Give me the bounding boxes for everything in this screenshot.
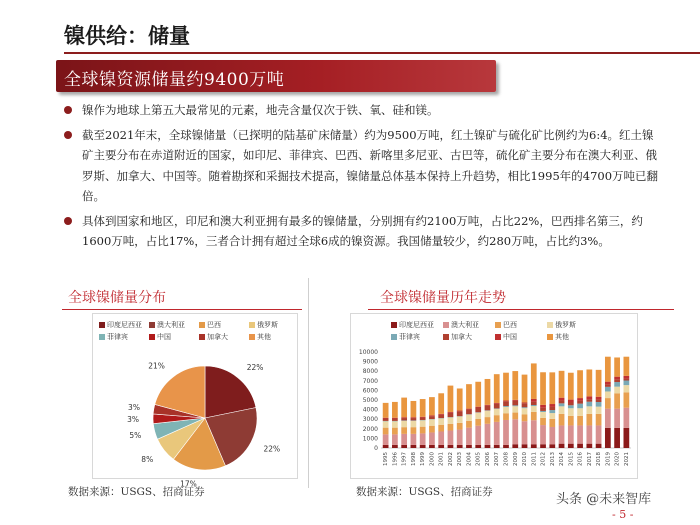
- bar-segment: [448, 413, 454, 417]
- bar-segment: [512, 371, 518, 400]
- bar-segment: [392, 445, 398, 448]
- bar-segment: [466, 421, 472, 428]
- x-tick-label: 2007: [494, 452, 501, 466]
- bar-segment: [383, 445, 389, 448]
- bar-segment: [466, 415, 472, 421]
- x-tick-label: 1995: [383, 452, 390, 466]
- bar-segment: [586, 402, 592, 407]
- bar-segment: [392, 421, 398, 427]
- legend-label: 澳大利亚: [451, 321, 479, 329]
- bar-segment: [503, 413, 509, 420]
- bar-segment: [512, 444, 518, 448]
- x-tick-label: 2004: [466, 452, 473, 466]
- bar-segment: [568, 400, 574, 403]
- y-tick-label: 0: [374, 445, 378, 452]
- bar-segment: [512, 405, 518, 406]
- bar-data-source: 数据来源：USGS、招商证券: [356, 486, 493, 498]
- bullet-dot-icon: [64, 106, 72, 114]
- legend-label: 澳大利亚: [157, 321, 185, 329]
- bar-segment: [438, 393, 444, 414]
- bar-segment: [411, 401, 417, 417]
- bar-segment: [411, 421, 417, 427]
- bar-segment: [429, 415, 435, 416]
- bar-segment: [531, 399, 537, 402]
- bar-segment: [401, 417, 407, 418]
- bar-segment: [401, 445, 407, 448]
- bar-segment: [503, 445, 509, 448]
- bar-segment: [429, 416, 435, 419]
- bar-segment: [475, 407, 481, 408]
- bar-segment: [420, 445, 426, 448]
- bar-segment: [540, 425, 546, 444]
- bar-segment: [577, 425, 583, 443]
- bullet-dot-icon: [64, 217, 72, 225]
- pie-chart: [93, 314, 297, 489]
- bar-segment: [392, 434, 398, 445]
- x-tick-label: 2008: [503, 452, 510, 466]
- x-tick-label: 1999: [420, 452, 427, 466]
- bar-segment: [438, 445, 444, 448]
- bar-segment: [512, 401, 518, 406]
- bar-segment: [586, 425, 592, 443]
- x-tick-label: 2011: [531, 452, 538, 466]
- bar-segment: [605, 384, 611, 386]
- bar-segment: [503, 401, 509, 402]
- x-tick-label: 2020: [614, 452, 621, 466]
- bar-segment: [411, 434, 417, 445]
- x-tick-label: 2003: [457, 452, 464, 466]
- pie-slice-label: 8%: [141, 454, 154, 464]
- x-tick-label: 2013: [549, 452, 556, 466]
- x-tick-label: 1998: [410, 452, 417, 466]
- bar-segment: [540, 412, 546, 418]
- bar-segment: [401, 421, 407, 427]
- bar-segment: [485, 379, 491, 405]
- bar-segment: [596, 414, 602, 426]
- section-banner: [56, 60, 496, 92]
- y-tick-label: 10000: [358, 349, 378, 356]
- bar-segment: [568, 405, 574, 408]
- bar-segment: [420, 433, 426, 445]
- bar-segment: [577, 444, 583, 448]
- bar-segment: [586, 406, 592, 414]
- x-tick-label: 1996: [392, 452, 399, 466]
- bar-segment: [383, 434, 389, 445]
- pie-slice-label: 5%: [129, 431, 142, 441]
- x-tick-label: 2001: [438, 452, 445, 466]
- bullet-list: [62, 100, 662, 256]
- legend-label: 菲律宾: [107, 333, 128, 341]
- legend-label: 其他: [257, 333, 271, 341]
- bar-segment: [568, 416, 574, 426]
- pie-slice-label: 3%: [128, 402, 140, 412]
- bar-segment: [485, 406, 491, 411]
- bar-segment: [614, 377, 620, 380]
- bar-segment: [605, 398, 611, 409]
- legend-label: 其他: [555, 333, 569, 341]
- legend-label: 俄罗斯: [555, 321, 576, 329]
- legend-label: 俄罗斯: [257, 321, 278, 329]
- bar-segment: [392, 402, 398, 418]
- bar-segment: [559, 444, 565, 448]
- bar-segment: [549, 372, 555, 404]
- pie-slice-label: 3%: [127, 415, 140, 425]
- bar-segment: [549, 413, 555, 419]
- bar-segment: [392, 428, 398, 435]
- bar-segment: [503, 401, 509, 406]
- bar-segment: [624, 376, 630, 379]
- bar-segment: [540, 408, 546, 411]
- bar-segment: [549, 419, 555, 427]
- bar-segment: [605, 409, 611, 428]
- bar-segment: [420, 417, 426, 418]
- bar-segment: [596, 444, 602, 448]
- bar-segment: [586, 369, 592, 396]
- bar-segment: [614, 357, 620, 376]
- bar-segment: [549, 407, 555, 410]
- pie-slice-label: 17%: [180, 479, 197, 489]
- bar-segment: [466, 409, 472, 414]
- bar-segment: [559, 406, 565, 414]
- bar-segment: [540, 372, 546, 405]
- bar-segment: [568, 408, 574, 416]
- bar-segment: [624, 392, 630, 407]
- bar-segment: [475, 382, 481, 407]
- x-tick-label: 2021: [623, 452, 630, 466]
- bar-segment: [494, 445, 500, 448]
- bar-segment: [485, 411, 491, 417]
- bar-segment: [411, 427, 417, 434]
- bar-segment: [512, 406, 518, 412]
- bar-segment: [531, 406, 537, 412]
- legend-label: 中国: [503, 333, 517, 341]
- bar-segment: [475, 426, 481, 445]
- bar-segment: [457, 417, 463, 423]
- bar-segment: [512, 413, 518, 420]
- bar-segment: [503, 373, 509, 401]
- y-tick-label: 6000: [362, 387, 378, 395]
- bar-segment: [605, 387, 611, 392]
- y-tick-label: 5000: [362, 397, 378, 404]
- bar-segment: [577, 401, 583, 404]
- bar-segment: [475, 419, 481, 426]
- y-tick-label: 8000: [362, 368, 378, 376]
- legend-label: 中国: [157, 333, 171, 341]
- x-tick-label: 2002: [447, 452, 454, 466]
- bar-segment: [448, 412, 454, 413]
- bar-segment: [383, 418, 389, 419]
- pie-slice-label: 22%: [246, 362, 264, 372]
- bar-segment: [559, 401, 565, 404]
- bar-segment: [485, 445, 491, 448]
- y-tick-label: 4000: [362, 406, 378, 414]
- pie-chart-subtitle: 全球镍储量分布: [68, 290, 166, 306]
- bar-segment: [503, 407, 509, 413]
- bar-segment: [420, 399, 426, 417]
- bar-segment: [503, 420, 509, 445]
- column-divider: [308, 278, 309, 488]
- bar-segment: [596, 402, 602, 407]
- bar-segment: [420, 420, 426, 426]
- bar-segment: [522, 403, 528, 407]
- x-tick-label: 2009: [512, 452, 519, 466]
- y-tick-label: 7000: [362, 377, 378, 385]
- bar-segment: [522, 407, 528, 408]
- page-title: 镍供给：储量: [64, 23, 190, 48]
- bar-segment: [448, 431, 454, 445]
- legend-label: 印度尼西亚: [399, 321, 434, 329]
- bar-segment: [614, 387, 620, 394]
- x-tick-label: 1997: [401, 452, 408, 466]
- bar-segment: [549, 444, 555, 448]
- bar-segment: [392, 419, 398, 421]
- bar-segment: [522, 414, 528, 421]
- bar-segment: [448, 445, 454, 448]
- bar-segment: [596, 399, 602, 402]
- bar-segment: [549, 427, 555, 444]
- bar-segment: [466, 409, 472, 410]
- bar-segment: [605, 382, 611, 385]
- bar-segment: [624, 428, 630, 448]
- y-tick-label: 9000: [362, 358, 378, 366]
- bullet-item: [62, 125, 662, 207]
- y-tick-label: 2000: [362, 425, 378, 433]
- bar-segment: [531, 402, 537, 405]
- x-tick-label: 2006: [484, 452, 491, 466]
- bar-segment: [614, 382, 620, 387]
- bar-segment: [559, 414, 565, 426]
- bar-segment: [540, 444, 546, 448]
- x-tick-label: 2014: [559, 452, 566, 466]
- bar-segment: [411, 418, 417, 420]
- bar-segment: [457, 388, 463, 410]
- bar-segment: [494, 422, 500, 445]
- bar-segment: [466, 445, 472, 448]
- bullet-text: 具体到国家和地区，印尼和澳大利亚拥有最多的镍储量，分别拥有约2100万吨，占比22%，巴西排名第三，约1600万吨，占比17%，三者合计拥有超过全球6成的镍资源。我国储量较少，约280万吨，占比约3%。: [82, 213, 643, 248]
- x-tick-label: 2016: [577, 452, 584, 466]
- bar-segment: [494, 404, 500, 409]
- bar-segment: [568, 402, 574, 405]
- bar-segment: [540, 418, 546, 425]
- bar-segment: [448, 417, 454, 423]
- bar-segment: [383, 419, 389, 421]
- bar-segment: [596, 370, 602, 397]
- bar-segment: [614, 379, 620, 382]
- bar-segment: [540, 405, 546, 408]
- bar-segment: [568, 373, 574, 400]
- bar-segment: [624, 381, 630, 386]
- bar-segment: [624, 357, 630, 376]
- bar-segment: [494, 374, 500, 403]
- bar-segment: [448, 424, 454, 431]
- bar-segment: [577, 404, 583, 409]
- y-tick-label: 1000: [362, 435, 378, 443]
- page-number: - 5 -: [612, 508, 634, 521]
- pie-data-source: 数据来源：USGS、招商证券: [68, 486, 205, 498]
- bar-segment: [383, 428, 389, 435]
- bar-segment: [420, 418, 426, 420]
- x-tick-label: 2005: [475, 452, 482, 466]
- bar-segment: [522, 402, 528, 403]
- bar-segment: [586, 414, 592, 426]
- bar-segment: [586, 399, 592, 402]
- y-tick-label: 3000: [362, 416, 378, 424]
- bar-segment: [531, 405, 537, 406]
- bar-segment: [512, 400, 518, 401]
- bar-segment: [568, 425, 574, 443]
- bar-segment: [485, 424, 491, 445]
- bar-segment: [475, 445, 481, 448]
- bar-segment: [586, 396, 592, 399]
- bullet-text: 镍作为地球上第五大最常见的元素，地壳含量仅次于铁、氧、硅和镁。: [82, 103, 439, 117]
- bar-segment: [457, 411, 463, 412]
- bar-segment: [475, 413, 481, 419]
- bar-segment: [411, 445, 417, 448]
- bar-segment: [605, 391, 611, 398]
- bar-segment: [568, 444, 574, 448]
- bar-segment: [605, 357, 611, 382]
- bar-segment: [401, 427, 407, 434]
- bar-segment: [624, 379, 630, 381]
- bar-segment: [411, 417, 417, 418]
- bar-segment: [577, 370, 583, 398]
- bar-segment: [429, 445, 435, 448]
- bar-segment: [438, 431, 444, 444]
- bar-segment: [475, 407, 481, 412]
- x-tick-label: 2018: [596, 452, 603, 466]
- bar-segment: [457, 445, 463, 448]
- bar-segment: [614, 409, 620, 428]
- bar-segment: [522, 421, 528, 444]
- bar-segment: [438, 425, 444, 432]
- bar-segment: [549, 410, 555, 413]
- pie-chart-panel: [92, 313, 298, 489]
- bar-segment: [596, 425, 602, 443]
- bar-segment: [559, 425, 565, 443]
- bar-segment: [531, 420, 537, 444]
- pie-slice-label: 21%: [148, 361, 165, 371]
- bar-segment: [531, 444, 537, 448]
- bar-segment: [429, 432, 435, 444]
- bar-segment: [401, 398, 407, 418]
- bar-segment: [596, 397, 602, 400]
- bar-segment: [392, 418, 398, 419]
- bar-segment: [624, 408, 630, 428]
- bar-segment: [549, 404, 555, 407]
- legend-label: 印度尼西亚: [107, 321, 142, 329]
- x-tick-label: 2019: [605, 452, 612, 466]
- bar-segment: [559, 403, 565, 406]
- bar-segment: [485, 405, 491, 406]
- bar-segment: [401, 434, 407, 445]
- pie-subtitle-rule: [62, 309, 302, 310]
- bar-segment: [438, 414, 444, 415]
- bar-segment: [457, 411, 463, 416]
- bar-segment: [586, 444, 592, 448]
- bar-segment: [605, 428, 611, 448]
- bar-chart-panel: [350, 313, 638, 479]
- x-tick-label: 2010: [522, 452, 529, 466]
- bar-segment: [512, 419, 518, 444]
- bar-segment: [429, 397, 435, 415]
- bar-segment: [494, 403, 500, 404]
- bar-segment: [624, 385, 630, 392]
- bar-segment: [457, 423, 463, 430]
- bar-segment: [522, 444, 528, 448]
- legend-label: 菲律宾: [399, 333, 420, 341]
- legend-label: 加拿大: [207, 333, 228, 341]
- bar-segment: [494, 415, 500, 422]
- bar-segment: [614, 393, 620, 408]
- bullet-item: [62, 211, 662, 252]
- bar-segment: [383, 403, 389, 418]
- bar-subtitle-rule: [368, 309, 674, 310]
- bar-chart-subtitle: 全球镍储量历年走势: [380, 290, 506, 306]
- bar-segment: [531, 412, 537, 420]
- bar-segment: [596, 407, 602, 414]
- bar-segment: [559, 398, 565, 401]
- pie-slice-label: 22%: [263, 444, 281, 454]
- bar-segment: [401, 418, 407, 420]
- bar-segment: [577, 398, 583, 401]
- title-divider: [64, 52, 700, 54]
- bullet-dot-icon: [64, 131, 72, 139]
- bar-segment: [383, 421, 389, 427]
- bar-segment: [466, 428, 472, 445]
- bar-segment: [522, 375, 528, 403]
- bar-segment: [531, 363, 537, 399]
- bar-segment: [577, 416, 583, 426]
- legend-label: 巴西: [207, 321, 221, 329]
- x-tick-label: 2012: [540, 452, 547, 466]
- bar-segment: [420, 427, 426, 434]
- bar-segment: [429, 426, 435, 433]
- bar-segment: [559, 371, 565, 398]
- bullet-item: [62, 100, 662, 121]
- legend-label: 加拿大: [451, 333, 472, 341]
- bar-segment: [503, 406, 509, 407]
- bar-segment: [438, 415, 444, 418]
- bar-segment: [494, 409, 500, 415]
- bar-segment: [429, 419, 435, 425]
- bar-segment: [448, 386, 454, 412]
- bar-segment: [577, 408, 583, 416]
- watermark: 头条 @未来智库: [556, 492, 652, 507]
- bar-segment: [614, 428, 620, 448]
- legend-label: 巴西: [503, 321, 517, 329]
- bar-segment: [457, 430, 463, 445]
- banner-text: 全球镍资源储量约9400万吨: [64, 70, 285, 90]
- bar-segment: [522, 408, 528, 414]
- bar-segment: [540, 411, 546, 412]
- bar-segment: [485, 417, 491, 424]
- x-tick-label: 2000: [429, 452, 436, 466]
- x-tick-label: 2015: [568, 452, 575, 466]
- bullet-text: 截至2021年末，全球镍储量（已探明的陆基矿床储量）约为9500万吨，红土镍矿与硫化矿比例约为6:4。红土镍矿主要分布在赤道附近的国家，如印尼、菲律宾、巴西、新喀里多尼亚、古巴等，硫化矿主要分布在澳大利亚、俄罗斯、加拿大、中国等。随着勘探和采掘技术提高，镍储量总体基本保持上升趋势，相比1995年的4700万吨已翻倍。: [82, 127, 659, 203]
- stacked-bar-chart: [351, 314, 637, 478]
- bar-segment: [438, 418, 444, 424]
- x-tick-label: 2017: [586, 452, 593, 466]
- bar-segment: [466, 384, 472, 408]
